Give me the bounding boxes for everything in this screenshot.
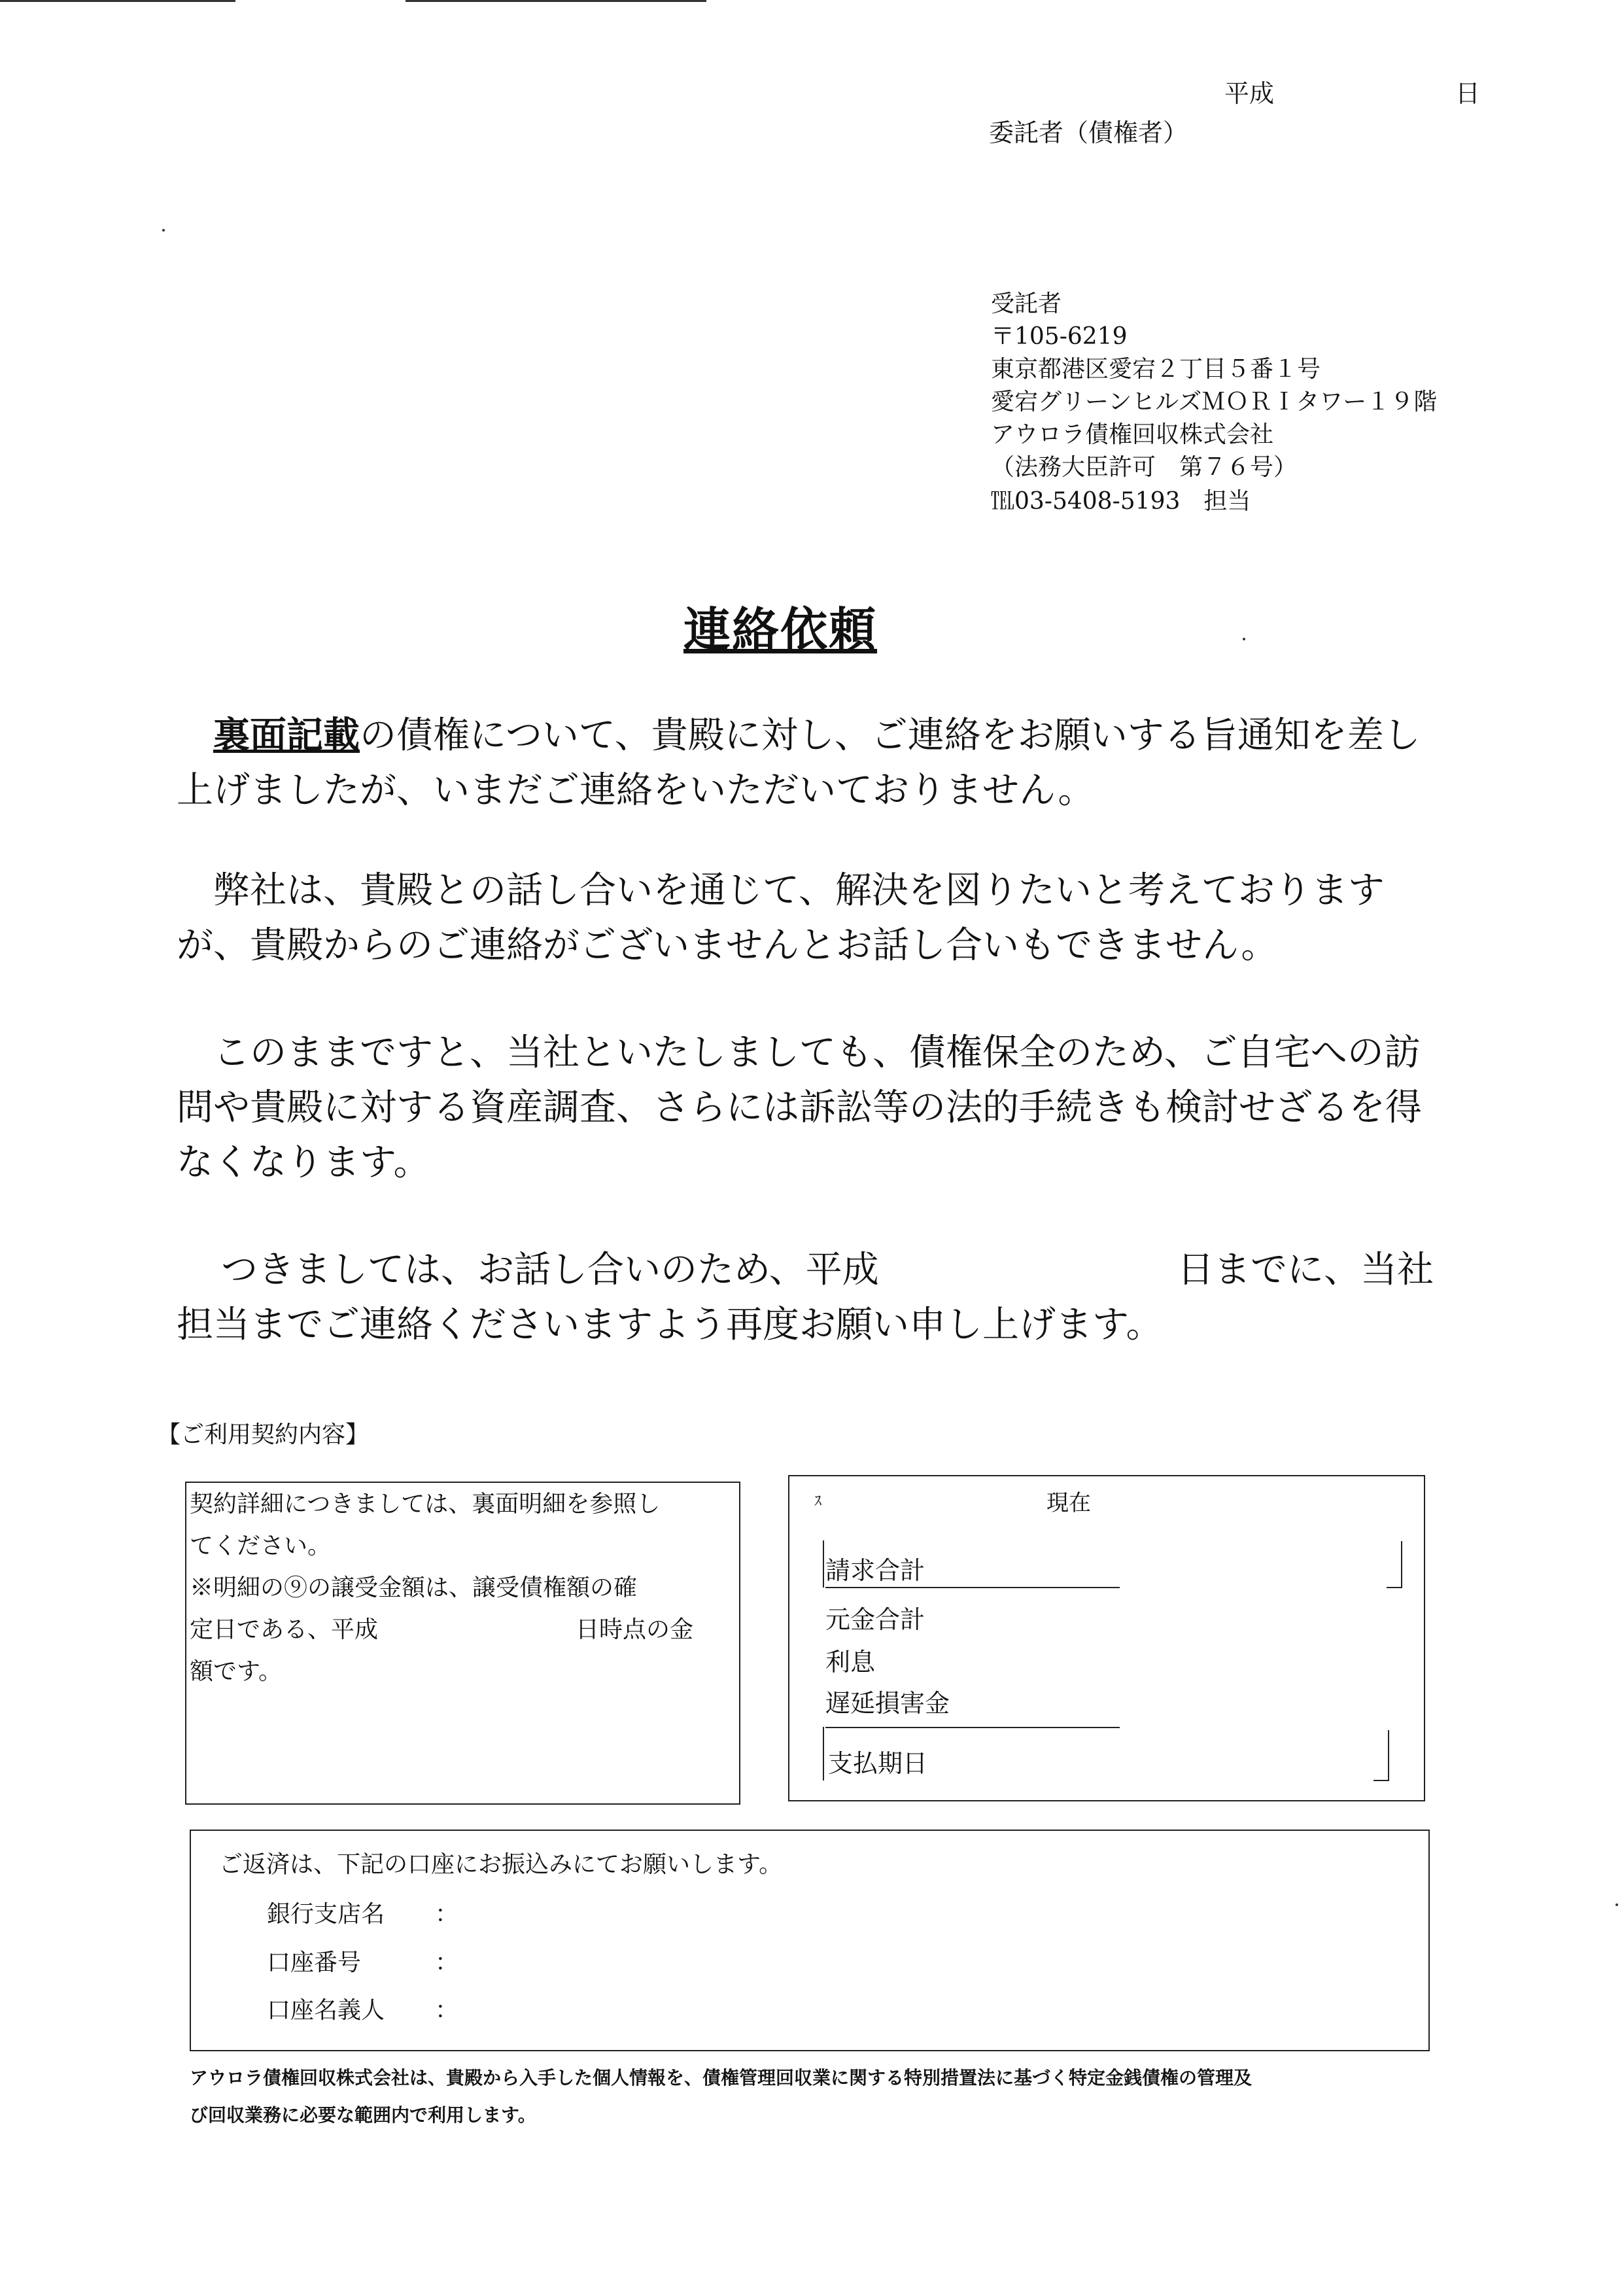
sender-address1: 東京都港区愛宕２丁目５番１号 (991, 356, 1321, 383)
contract-detail-line4a: 定日である、平成 (190, 1616, 379, 1643)
privacy-note-line2: び回収業務に必要な範囲内で利用します。 (190, 2104, 536, 2126)
scan-edge-line-right (406, 0, 706, 2)
sender-company: アウロラ債権回収株式会社 (991, 421, 1274, 448)
privacy-note-line1: アウロラ債権回収株式会社は、貴殿から入手した個人情報を、債権管理回収業に関する特別措置法に基づく特定金銭債権の管理及 (190, 2067, 1253, 2089)
contract-detail-line5: 額です。 (190, 1658, 283, 1685)
sender-address2: 愛宕グリーンヒルズＭＯＲＩタワー１９階 (991, 389, 1438, 415)
interest-label: 利息 (825, 1648, 876, 1676)
paragraph-4-deadline-tail: 日までに、当社 (1177, 1249, 1434, 1291)
consignor-label: 委託者（債権者） (989, 118, 1188, 147)
sender-phone: ℡03-5408-5193 担当 (991, 488, 1251, 515)
contract-section-label: 【ご利用契約内容】 (157, 1421, 370, 1448)
scan-speck (1243, 638, 1245, 640)
account-number-label: 口座番号 (267, 1949, 362, 1976)
due-date-topline (825, 1727, 1120, 1728)
paragraph-1 (177, 708, 1452, 818)
principal-label: 元金合計 (825, 1605, 925, 1634)
sender-license: （法務大臣許可 第７６号） (991, 454, 1298, 481)
account-holder-colon: ： (435, 1997, 459, 2024)
underlined-text: 裏面記載 (213, 714, 360, 757)
due-bracket-left (823, 1727, 825, 1780)
balance-header: 現在 (1046, 1490, 1091, 1516)
scan-speck (162, 229, 165, 232)
total-billed-label: 請求合計 (825, 1556, 925, 1585)
page-title: 連絡依頼 (683, 602, 878, 657)
bank-branch-label: 銀行支店名 (267, 1901, 385, 1928)
paragraph-4-end: 担当までご連絡くださいますよう再度お願い申し上げます。 (177, 1304, 1163, 1346)
account-number-colon: ： (435, 1949, 459, 1976)
scan-edge-line-left (0, 0, 235, 2)
sender-label: 受託者 (991, 290, 1062, 317)
paragraph-2: 弊社は、貴殿との話し合いを通じて、解決を図りたいと考えておりますが、貴殿からのご連絡がございませんとお話し合いもできません。 (177, 869, 1385, 967)
bank-branch-colon: ： (435, 1901, 459, 1928)
late-damages-label: 遅延損害金 (825, 1689, 950, 1718)
contract-detail-line3: ※明細の⑨の譲受金額は、譲受債権額の確 (190, 1574, 638, 1601)
paragraph-1-text: の債権について、貴殿に対し、ご連絡をお願いする旨通知を差し上げましたが、いまだご連絡をいただいておりません。 (177, 714, 1421, 812)
contract-detail-line2: てください。 (190, 1533, 332, 1559)
sender-postal: 〒105-6219 (991, 323, 1128, 350)
paragraph-4-start: つきましては、お話し合いのため、平成 (221, 1249, 879, 1291)
date-era: 平成 (1224, 79, 1275, 108)
due-date-label: 支払期日 (828, 1749, 928, 1778)
account-holder-label: 口座名義人 (267, 1997, 385, 2024)
date-day: 日 (1455, 79, 1481, 108)
scan-speck (1615, 1903, 1618, 1906)
contract-detail-line4b: 日時点の金 (576, 1616, 694, 1643)
payment-intro: ご返済は、下記の口座にお振込みにてお願いします。 (219, 1851, 783, 1878)
balance-mark: ｽ (814, 1493, 822, 1510)
total-bracket-right (1387, 1541, 1402, 1588)
paragraph-3: このままですと、当社といたしましても、債権保全のため、ご自宅への訪問や貴殿に対する資産調査、さらには訴訟等の法的手続きも検討せざるを得なくなります。 (177, 1032, 1422, 1184)
total-underline (825, 1587, 1120, 1588)
due-bracket-right (1373, 1730, 1389, 1781)
contract-detail-line1: 契約詳細につきましては、裏面明細を参照し (190, 1491, 661, 1518)
